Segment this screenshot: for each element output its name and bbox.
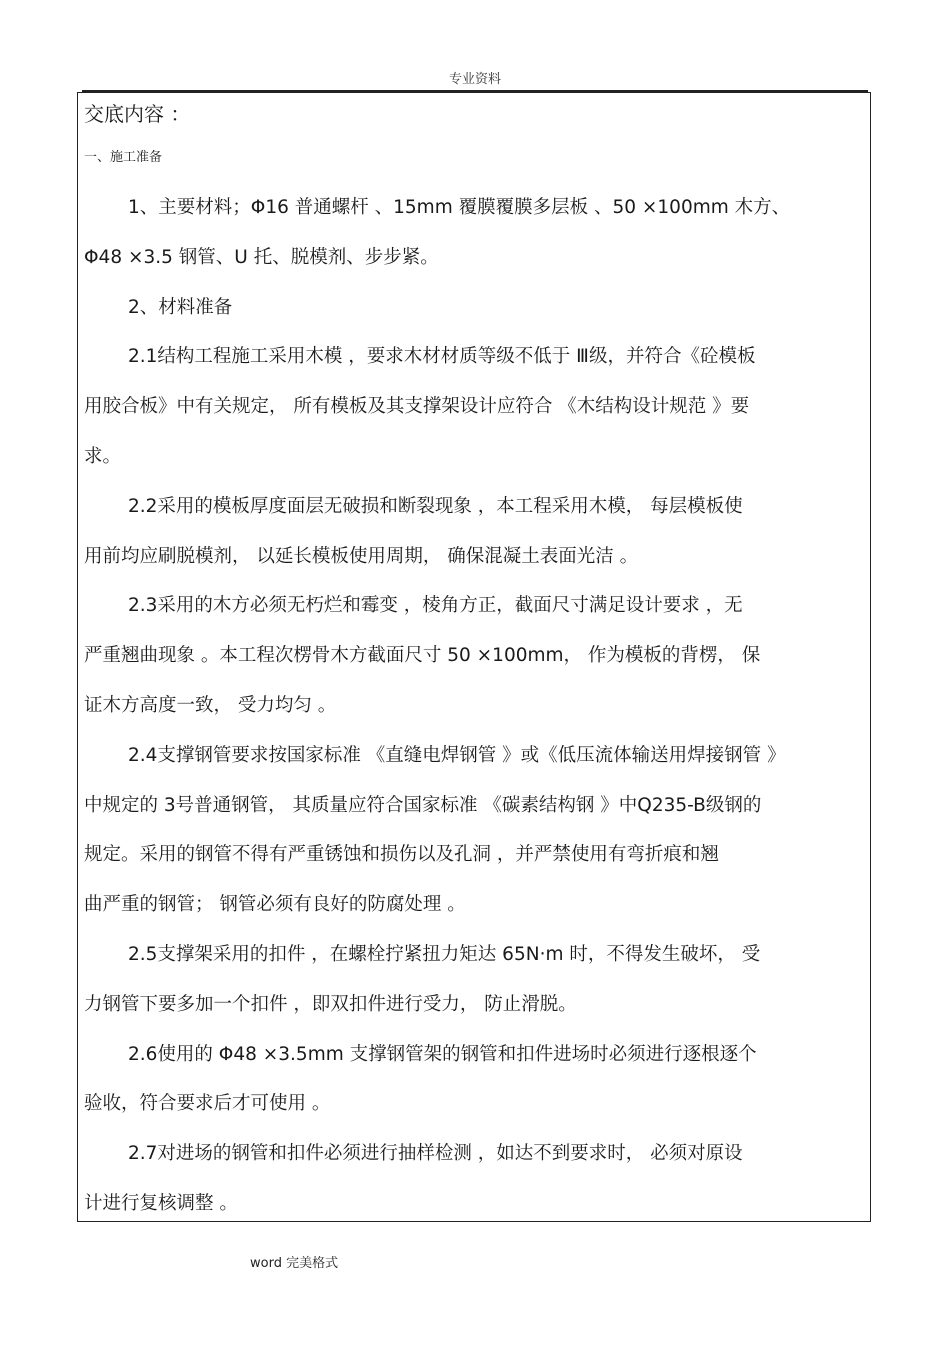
body-line: 验收，符合要求后才可使用 。 bbox=[84, 1093, 331, 1115]
body-line: 证木方高度一致， 受力均匀 。 bbox=[84, 695, 337, 716]
page-header: 专业资料 bbox=[448, 72, 501, 87]
body-line: 2.3采用的木方必须无朽烂和霉变 ，棱角方正，截面尺寸满足设计要求 ，无 bbox=[128, 595, 743, 617]
body-line: 2.1结构工程施工采用木模 ，要求木材材质等级不低于 Ⅲ级，并符合《砼模板 bbox=[128, 346, 756, 368]
body-line: 求。 bbox=[84, 446, 122, 467]
body-line: 用前均应刷脱模剂， 以延长模板使用周期， 确保混凝土表面光洁 。 bbox=[84, 545, 639, 567]
body-line: 严重翘曲现象 。本工程次楞骨木方截面尺寸 50 ×100mm， 作为模板的背楞， 保 bbox=[84, 645, 761, 667]
body-line: Φ48 ×3.5 钢管、U 托、脱模剂、步步紧。 bbox=[84, 246, 439, 268]
section-title: 交底内容 ： bbox=[84, 102, 191, 126]
body-line: 曲严重的钢管； 钢管必须有良好的防腐处理 。 bbox=[84, 894, 466, 916]
body-line: 计进行复核调整 。 bbox=[84, 1193, 238, 1214]
body-line: 2.7对进场的钢管和扣件必须进行抽样检测 ，如达不到要求时， 必须对原设 bbox=[128, 1143, 743, 1165]
body-line: 中规定的 3号普通钢管， 其质量应符合国家标准 《碳素结构钢 》中Q235-B级钢的 bbox=[84, 794, 762, 816]
body-line: 2.4支撑钢管要求按国家标准 《直缝电焊钢管 》或《低压流体输送用焊接钢管 》 bbox=[128, 744, 786, 766]
section-heading: 一、施工准备 bbox=[84, 150, 163, 165]
body-line: 2.6使用的 Φ48 ×3.5mm 支撑钢管架的钢管和扣件进场时必须进行逐根逐个 bbox=[128, 1043, 757, 1065]
body-line: 用胶合板》中有关规定， 所有模板及其支撑架设计应符合 《木结构设计规范 》要 bbox=[84, 396, 750, 418]
page-footer: word 完美格式 bbox=[250, 1256, 339, 1271]
body-line: 2、材料准备 bbox=[128, 296, 233, 318]
body-line: 规定。采用的钢管不得有严重锈蚀和损伤以及孔洞 ，并严禁使用有弯折痕和翘 bbox=[84, 844, 719, 866]
body-line: 2.2采用的模板厚度面层无破损和断裂现象 ，本工程采用木模， 每层模板使 bbox=[128, 495, 743, 517]
body-line: 1、主要材料；Φ16 普通螺杆 、15mm 覆膜覆膜多层板 、50 ×100mm 木方、 bbox=[128, 197, 791, 218]
body-line: 2.5支撑架采用的扣件 ，在螺栓拧紧扭力矩达 65N·m 时，不得发生破坏， 受 bbox=[128, 944, 761, 965]
body-line: 力钢管下要多加一个扣件 ，即双扣件进行受力， 防止滑脱。 bbox=[84, 993, 577, 1015]
